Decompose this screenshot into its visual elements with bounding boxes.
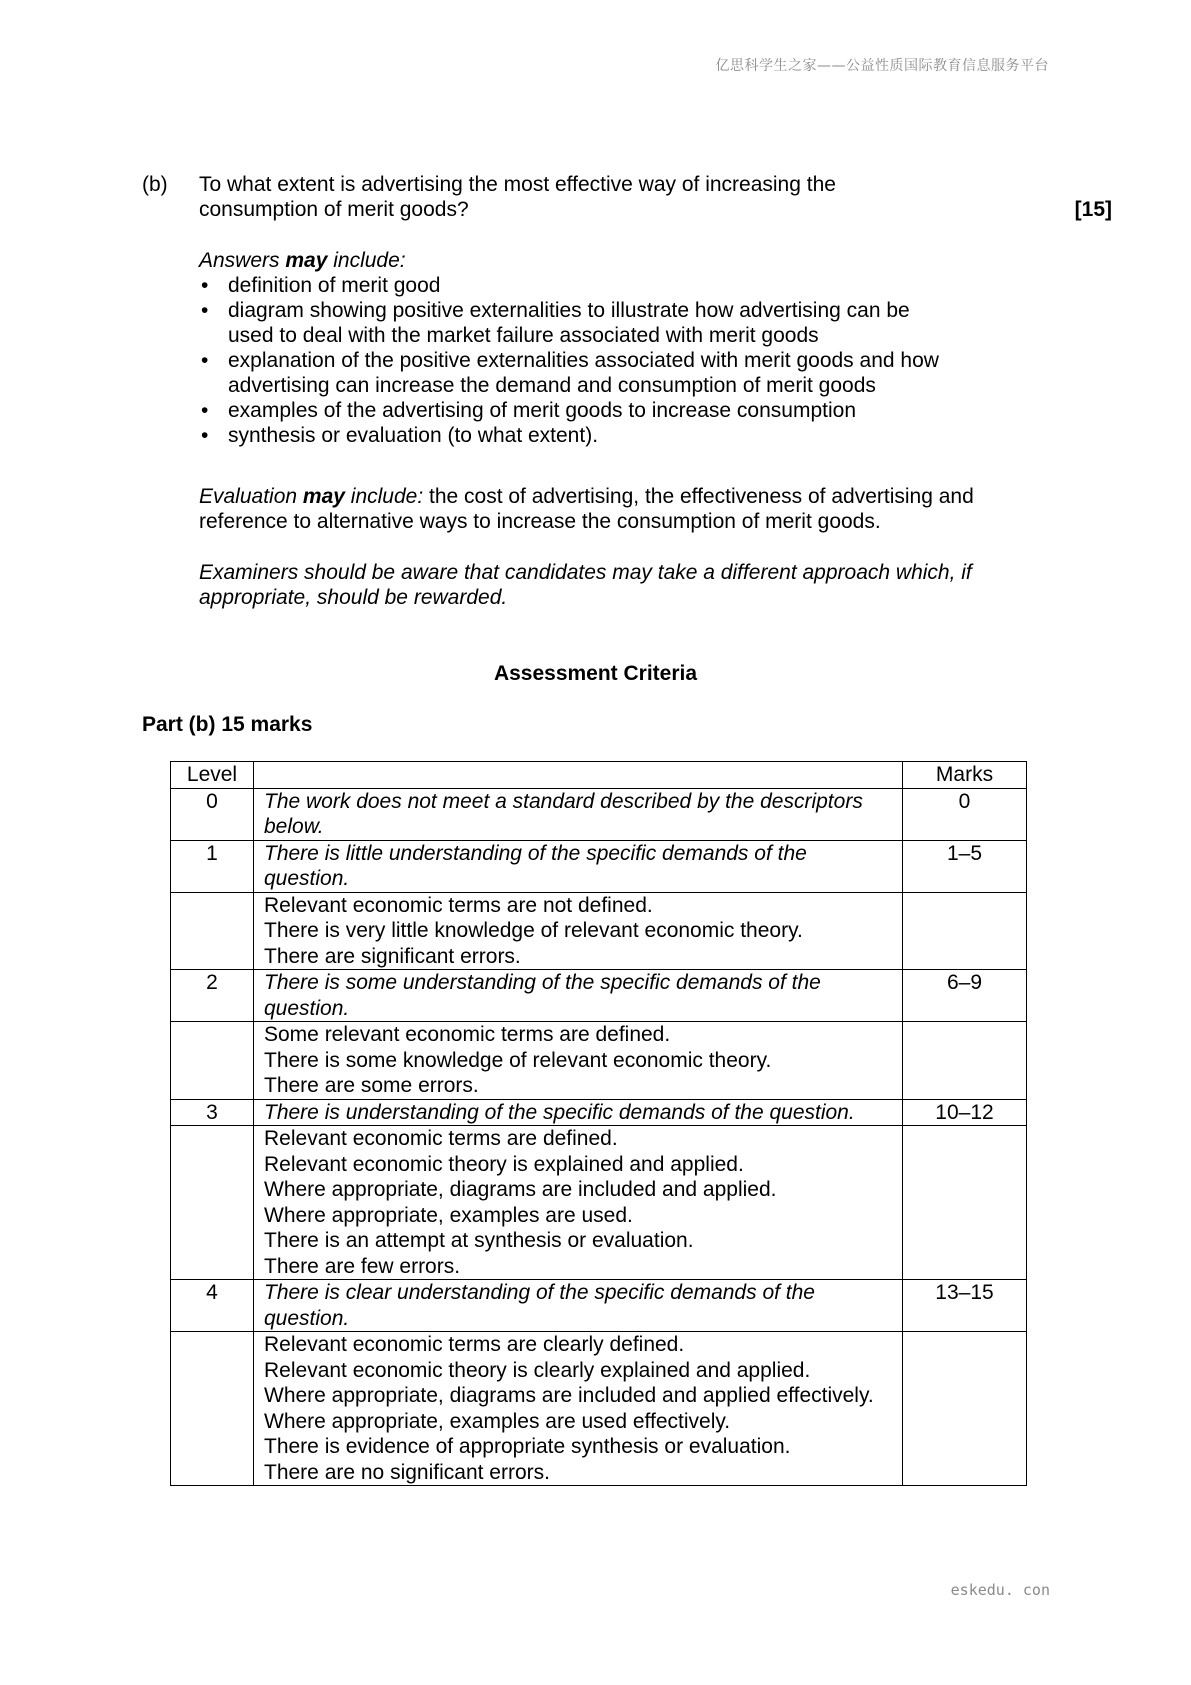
row-level	[171, 892, 254, 970]
evaluation-note	[199, 484, 1039, 534]
question-text-line-1: To what extent is advertising the most effective way of increasing the	[199, 173, 836, 196]
table-row	[171, 1022, 1027, 1100]
table-row	[171, 1126, 1027, 1280]
row-marks: 1–5	[903, 840, 1027, 892]
section-title: Assessment Criteria	[493, 662, 698, 685]
table-row	[171, 840, 1027, 892]
detail-line: There are few errors.	[264, 1254, 461, 1278]
answer-item: • synthesis or evaluation (to what extent).	[199, 423, 1029, 448]
answers-intro-bold: may	[285, 249, 328, 272]
answer-item: • examples of the advertising of merit goods to increase consumption	[199, 398, 1029, 423]
examiners-note: Examiners should be aware that candidates may take a different approach which, if appropriate, should be rewarded.	[199, 561, 972, 609]
assessment-criteria-table	[170, 761, 1027, 1486]
row-details	[254, 1022, 903, 1100]
table-row	[171, 970, 1027, 1022]
answer-item: • diagram showing positive externalities to illustrate how advertising can be used to deal with the market failure associated with merit goods	[199, 298, 938, 348]
evaluation-label-pre: Evaluation	[199, 485, 303, 508]
header-watermark: 亿思科学生之家——公益性质国际教育信息服务平台	[715, 58, 1049, 74]
table-row	[171, 788, 1027, 840]
detail-line: Where appropriate, diagrams are included and applied effectively.	[264, 1384, 874, 1407]
answers-block	[199, 248, 1029, 448]
row-level	[171, 1332, 254, 1486]
question-text	[199, 172, 999, 222]
part-title: Part (b) 15 marks	[142, 713, 313, 736]
row-level	[171, 1022, 254, 1100]
row-marks	[903, 892, 1027, 970]
evaluation-text: the cost of advertising, the effectiveness of advertising and reference to alternative ways to increase the consumption of merit goods.	[199, 485, 974, 533]
detail-line: There are significant errors.	[264, 944, 521, 968]
table-row	[171, 892, 1027, 970]
detail-line: There is evidence of appropriate synthesis or evaluation.	[264, 1435, 791, 1458]
header-level: Level	[171, 762, 254, 789]
row-descriptor: There is understanding of the specific demands of the question.	[254, 1099, 903, 1126]
row-level: 2	[171, 970, 254, 1022]
detail-line: There are no significant errors.	[264, 1460, 550, 1484]
detail-line: Relevant economic theory is explained and applied.	[264, 1152, 744, 1176]
row-descriptor: There is some understanding of the specific demands of the question.	[254, 970, 903, 1022]
detail-line: There are some errors.	[264, 1074, 479, 1097]
row-level: 3	[171, 1099, 254, 1126]
answers-intro-pre: Answers	[199, 249, 286, 272]
header-descriptor	[254, 762, 903, 789]
footer-watermark: eskedu. con	[950, 1581, 1050, 1599]
detail-line: Where appropriate, examples are used.	[264, 1203, 633, 1227]
question-marks: [15]	[1074, 198, 1112, 221]
row-marks: 6–9	[903, 970, 1027, 1022]
question-text-line-2: consumption of merit goods?	[199, 198, 469, 221]
row-level: 0	[171, 788, 254, 840]
question-label: (b)	[142, 173, 168, 196]
row-marks	[903, 1332, 1027, 1486]
row-marks: 0	[903, 788, 1027, 840]
evaluation-label-bold: may	[302, 485, 345, 508]
detail-line: Relevant economic terms are defined.	[264, 1127, 618, 1150]
row-descriptor: The work does not meet a standard described by the descriptors below.	[254, 788, 903, 840]
row-details	[254, 1332, 903, 1486]
row-descriptor: There is clear understanding of the specific demands of the question.	[254, 1280, 903, 1332]
answer-item: • definition of merit good	[199, 273, 1029, 298]
evaluation-label-post: include:	[344, 485, 424, 508]
table-row	[171, 1099, 1027, 1126]
row-marks: 10–12	[903, 1099, 1027, 1126]
row-level: 1	[171, 840, 254, 892]
row-marks: 13–15	[903, 1280, 1027, 1332]
detail-line: Relevant economic theory is clearly explained and applied.	[264, 1358, 811, 1382]
row-details	[254, 1126, 903, 1280]
table-row	[171, 1280, 1027, 1332]
row-level: 4	[171, 1280, 254, 1332]
detail-line: Where appropriate, diagrams are included and applied.	[264, 1178, 777, 1201]
detail-line: There is an attempt at synthesis or evaluation.	[264, 1229, 694, 1252]
row-details	[254, 892, 903, 970]
row-marks	[903, 1126, 1027, 1280]
table-row	[171, 1332, 1027, 1486]
detail-line: Some relevant economic terms are defined.	[264, 1023, 671, 1046]
detail-line: Relevant economic terms are not defined.	[264, 893, 653, 917]
header-marks: Marks	[903, 762, 1027, 789]
detail-line: There is some knowledge of relevant economic theory.	[264, 1048, 772, 1072]
answer-item: • explanation of the positive externalities associated with merit goods and how advertising can increase the demand and consumption of merit goods	[199, 348, 988, 398]
row-marks	[903, 1022, 1027, 1100]
answers-intro	[199, 248, 1029, 273]
table-header-row	[171, 762, 1027, 789]
row-level	[171, 1126, 254, 1280]
detail-line: Relevant economic terms are clearly defined.	[264, 1333, 685, 1356]
answers-list	[199, 273, 1029, 448]
detail-line: There is very little knowledge of relevant economic theory.	[264, 919, 803, 942]
row-descriptor: There is little understanding of the specific demands of the question.	[254, 840, 903, 892]
answers-intro-post: include:	[327, 249, 406, 272]
detail-line: Where appropriate, examples are used effectively.	[264, 1409, 731, 1433]
